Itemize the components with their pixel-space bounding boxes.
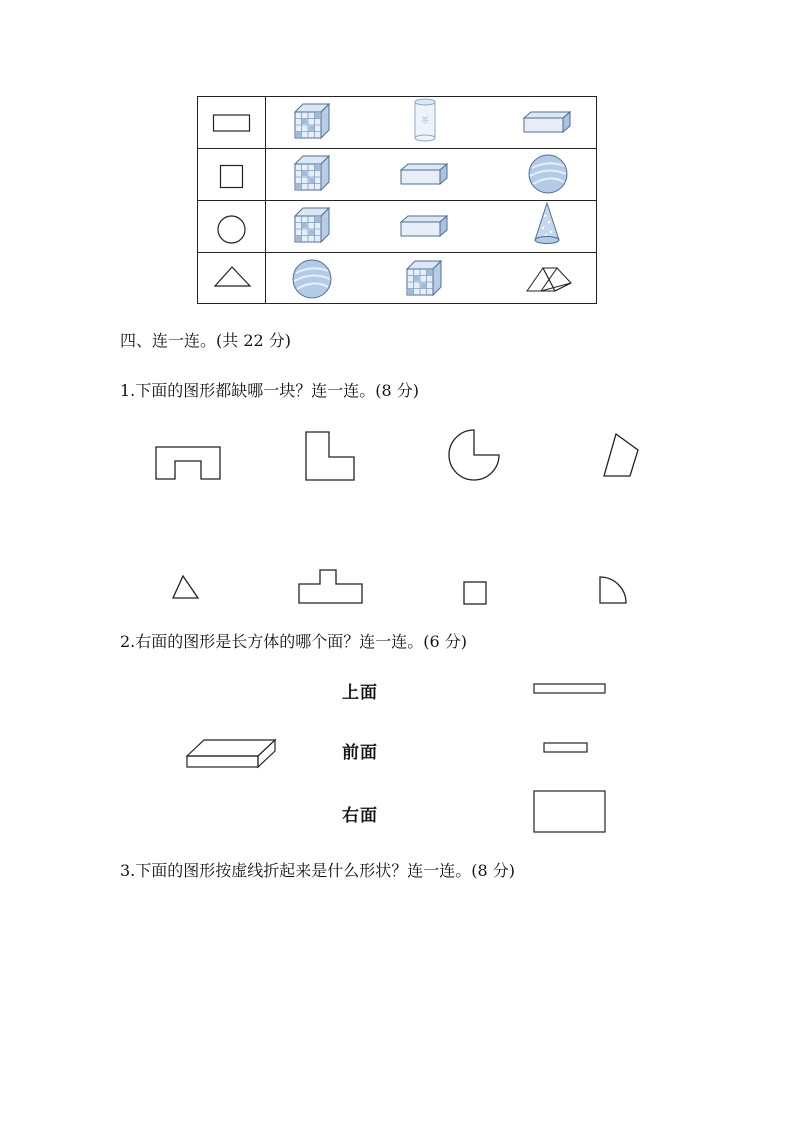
quarter-circle-icon bbox=[598, 575, 630, 607]
cuboid-icon bbox=[523, 111, 571, 133]
long-thin-rectangle-icon bbox=[533, 683, 607, 695]
three-quarter-circle-icon bbox=[447, 428, 503, 484]
cube-icon bbox=[407, 261, 441, 295]
sphere-icon bbox=[528, 154, 568, 194]
rectangle-icon bbox=[213, 114, 251, 132]
quadrilateral-icon bbox=[602, 433, 640, 479]
label-front-face: 前面 bbox=[342, 743, 378, 763]
question-3-title: 3.下面的图形按虚线折起来是什么形状？连一连。(8 分) bbox=[120, 861, 516, 880]
svg-text:茶: 茶 bbox=[421, 116, 429, 125]
cuboid-icon bbox=[400, 215, 448, 237]
t-shape-icon bbox=[298, 569, 366, 605]
small-square-icon bbox=[463, 581, 489, 607]
large-rectangle-icon bbox=[533, 790, 607, 834]
circle-icon bbox=[217, 215, 247, 245]
cube-icon bbox=[295, 156, 329, 190]
small-rectangle-icon bbox=[543, 742, 589, 754]
question-2-title: 2.右面的图形是长方体的哪个面？连一连。(6 分) bbox=[120, 632, 468, 651]
sphere-icon bbox=[292, 259, 332, 299]
notched-rectangle-icon bbox=[155, 446, 223, 482]
square-icon bbox=[220, 165, 244, 189]
section-heading: 四、连一连。(共 22 分) bbox=[120, 331, 292, 350]
small-triangle-icon bbox=[171, 574, 201, 600]
label-right-face: 右面 bbox=[342, 806, 378, 826]
cylinder-can-icon bbox=[414, 98, 436, 142]
question-1-title: 1.下面的图形都缺哪一块？连一连。(8 分) bbox=[120, 381, 420, 400]
cube-icon bbox=[295, 104, 329, 138]
label-top-face: 上面 bbox=[342, 683, 378, 703]
cuboid-icon bbox=[400, 163, 448, 185]
cone-icon bbox=[533, 202, 561, 246]
cube-icon bbox=[295, 208, 329, 242]
l-shape-icon bbox=[305, 431, 357, 483]
triangular-prism-icon bbox=[526, 266, 572, 294]
triangle-icon bbox=[214, 265, 252, 289]
flat-cuboid-icon bbox=[186, 738, 278, 770]
